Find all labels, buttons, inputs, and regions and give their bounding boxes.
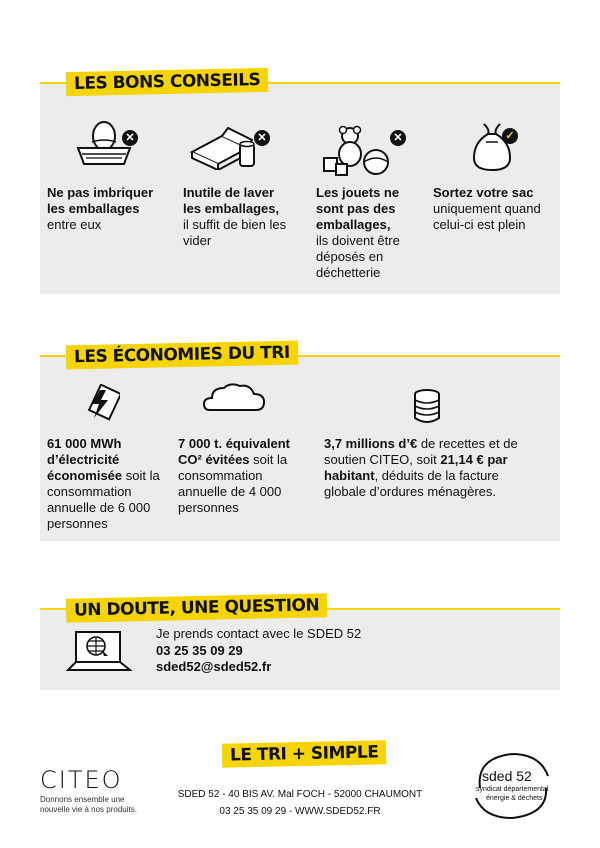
battery-lightning-icon: [84, 384, 120, 424]
email-link[interactable]: sded52@sded52.fr: [156, 659, 272, 674]
footer-address: SDED 52 - 40 BIS AV. Mal FOCH - 52000 CHAUMONT: [177, 789, 423, 800]
question-line: Je prends contact avec le SDED 52: [156, 626, 362, 641]
tip-bold: Les jouets ne sont pas des emballages,: [316, 185, 400, 232]
tip-bold: Ne pas imbriquer les emballages: [47, 185, 154, 216]
tip-text: il suffit de bien les vider: [183, 217, 287, 248]
economies-title: LES ÉCONOMIES DU TRI: [66, 341, 298, 370]
cross-badge-icon: ✕: [122, 130, 138, 146]
stat-bold: 3,7 millions d’€: [324, 436, 418, 451]
question-title: UN DOUTE, UNE QUESTION: [66, 593, 328, 622]
phone-number[interactable]: 03 25 35 09 29: [156, 643, 243, 658]
stat-text: , déduits de la facture globale d’ordures ménagères.: [324, 468, 499, 499]
stat-text: de recettes et de soutien CITEO, soit: [324, 436, 518, 467]
citeo-logo: CITEO: [40, 766, 123, 794]
conseil-tip-1: [47, 185, 171, 233]
sded-logo: sded 52: [482, 768, 532, 784]
slogan: LE TRI + SIMPLE: [222, 740, 387, 767]
check-badge-icon: ✓: [502, 128, 518, 144]
conseil-tip-3: [316, 185, 416, 281]
laptop-globe-icon: [66, 628, 132, 678]
tip-text: uniquement quand celui-ci est plein: [433, 201, 541, 232]
tip-bold: Sortez votre sac: [433, 185, 534, 200]
cloud-icon: [202, 380, 268, 416]
tip-bold: Inutile de laver les emballages,: [183, 185, 280, 216]
economie-co2: [178, 436, 302, 516]
trash-bag-icon: [468, 120, 524, 172]
cross-badge-icon: ✕: [390, 130, 406, 146]
stat-text: soit la consommation annuelle de 4 000 personnes: [178, 452, 288, 515]
stat-bold: 61 000 MWh d’électricité économisée: [47, 436, 123, 483]
footer-contact[interactable]: 03 25 35 09 29 - WWW.SDED52.FR: [219, 806, 381, 817]
tip-text: ils doivent être déposés en déchetterie: [316, 233, 400, 280]
stat-bold: 21,14 € par habitant: [324, 452, 508, 483]
toys-icon: [320, 124, 400, 176]
sded-logo-ring: [470, 748, 554, 822]
sded-tagline-1: syndicat départemental: [476, 786, 549, 793]
cross-badge-icon: ✕: [254, 130, 270, 146]
sded-tagline-2: énergie & déchets: [486, 795, 543, 802]
conseils-title: LES BONS CONSEILS: [66, 68, 269, 96]
stat-bold: 7 000 t. équivalent CO² évitées: [178, 436, 290, 467]
citeo-tagline-1: Donnons ensemble une: [40, 795, 125, 804]
stat-text: soit la consommation annuelle de 6 000 personnes: [47, 468, 160, 531]
tip-text: entre eux: [47, 217, 102, 232]
economie-electricite: [47, 436, 167, 532]
conseil-tip-4: [433, 185, 555, 233]
conseil-tip-2: [183, 185, 295, 249]
citeo-tagline-2: nouvelle vie à nos produits.: [40, 805, 137, 814]
economie-recettes: [324, 436, 538, 500]
coin-stack-icon: [412, 388, 442, 424]
